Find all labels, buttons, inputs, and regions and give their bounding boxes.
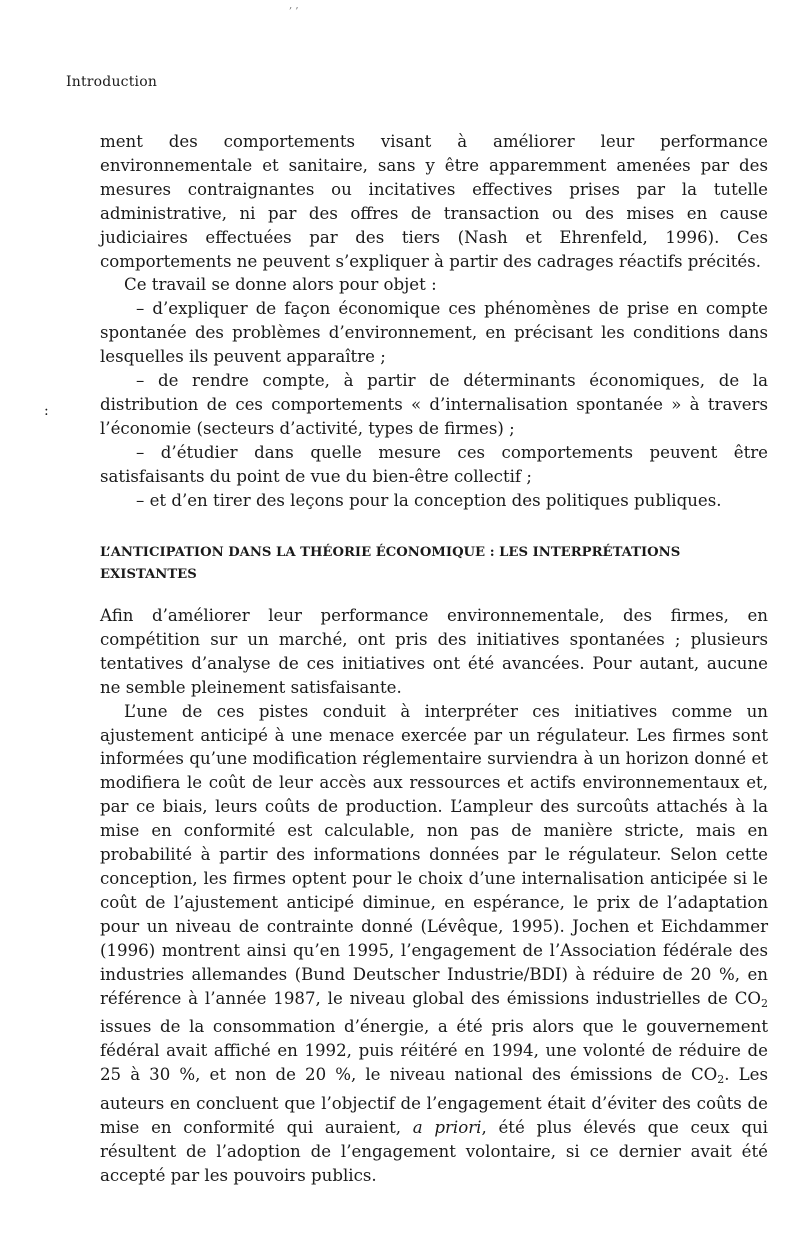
top-mark: ‚ ‚ xyxy=(289,0,299,11)
objective-item: – de rendre compte, à partir de déterminants économiques, de la distribution de ces comportements « d’internalisation spontanée » à travers l’économie (secteurs d’activité, types de firmes) ; xyxy=(100,371,768,438)
p4-text: . Les auteurs en concluent que l’objectif de l’engagement était d’éviter des coûts de mise en conformité qui auraient, xyxy=(100,1065,768,1138)
margin-mark: : xyxy=(44,403,49,419)
running-head: Introduction xyxy=(66,74,158,90)
objective-item: – et d’en tirer des leçons pour la conception des politiques publiques. xyxy=(136,490,722,510)
objective-item: – d’étudier dans quelle mesure ces comportements peuvent être satisfaisants du point de vue du bien-être collectif ; xyxy=(100,442,768,486)
subscript: 2 xyxy=(761,996,768,1010)
subscript: 2 xyxy=(717,1073,725,1087)
paragraph-1: ment des comportements visant à améliorer leur performance environnementale et sanitaire, sans y être apparemment amenées par des mesures contraignantes ou incitatives effectives prises par la tutelle administrative, ni par des offres de transaction ou des mises en cause judiciaires effectuées par des tiers (Nash et Ehrenfeld, 1996). Ces comportements ne peuvent s’expliquer à partir des cadrages réactifs précités. xyxy=(100,132,768,271)
body-section xyxy=(100,604,768,1188)
paragraph-3: Afin d’améliorer leur performance environnementale, des firmes, en compétition sur un marché, ont pris des initiatives spontanées ; plusieurs tentatives d’analyse de ces initiatives ont été avancées. Pour autant, aucune ne semble pleinement satisfaisante. xyxy=(100,606,768,697)
p4-text: issues de la consommation d’énergie, a été pris alors que le gouvernement fédéral avait affiché en 1992, puis réitéré en 1994, une volonté de réduire de 25 à 30 %, et non de 20 %, le niveau national des émissions de CO xyxy=(100,1017,768,1085)
paragraph-2: Ce travail se donne alors pour objet : xyxy=(124,275,437,295)
objective-item: – d’expliquer de façon économique ces phénomènes de prise en compte spontanée des problèmes d’environnement, en précisant les conditions dans lesquelles ils peuvent apparaître ; xyxy=(100,299,768,367)
p4-text: , été plus élevés que ceux qui résultent de l’adoption de l’engagement volontaire, si ce dernier avait été accepté par les pouvoirs publics. xyxy=(100,1118,768,1185)
italic-term: a priori xyxy=(412,1118,482,1138)
p4-text: L’une de ces pistes conduit à interpréter ces initiatives comme un ajustement anticipé à une menace exercée par un régulateur. Les firmes sont informées qu’une modification réglementaire surviendra à un horizon donné et modifiera le coût de leur accès aux ressources et actifs environnementaux et, par ce biais, leurs coûts de production. L’ampleur des surcoûts attachés à la mise en conformité est calculable, non pas de manière stricte, mais en probabilité à partir des informations données par le régulateur. Selon cette conception, les firmes optent pour le choix d’une internalisation anticipée si le coût de l’ajustement anticipé diminue, en espérance, le prix de l’adaptation pour un niveau de contrainte donné (Lévêque, 1995). Jochen et Eichdammer (1996) montrent ainsi qu’en 1995, l’engagement de l’Association fédérale des industries allemandes (Bund Deutscher Industrie/BDI) à réduire de 20 %, en référence à l’année 1987, le niveau global des émissions industrielles de CO xyxy=(100,701,768,1008)
section-heading: L’ANTICIPATION DANS LA THÉORIE ÉCONOMIQUE : LES INTERPRÉTATIONS EXISTANTES xyxy=(100,545,681,582)
intro-section xyxy=(100,130,768,513)
paragraph-4 xyxy=(100,700,768,1188)
